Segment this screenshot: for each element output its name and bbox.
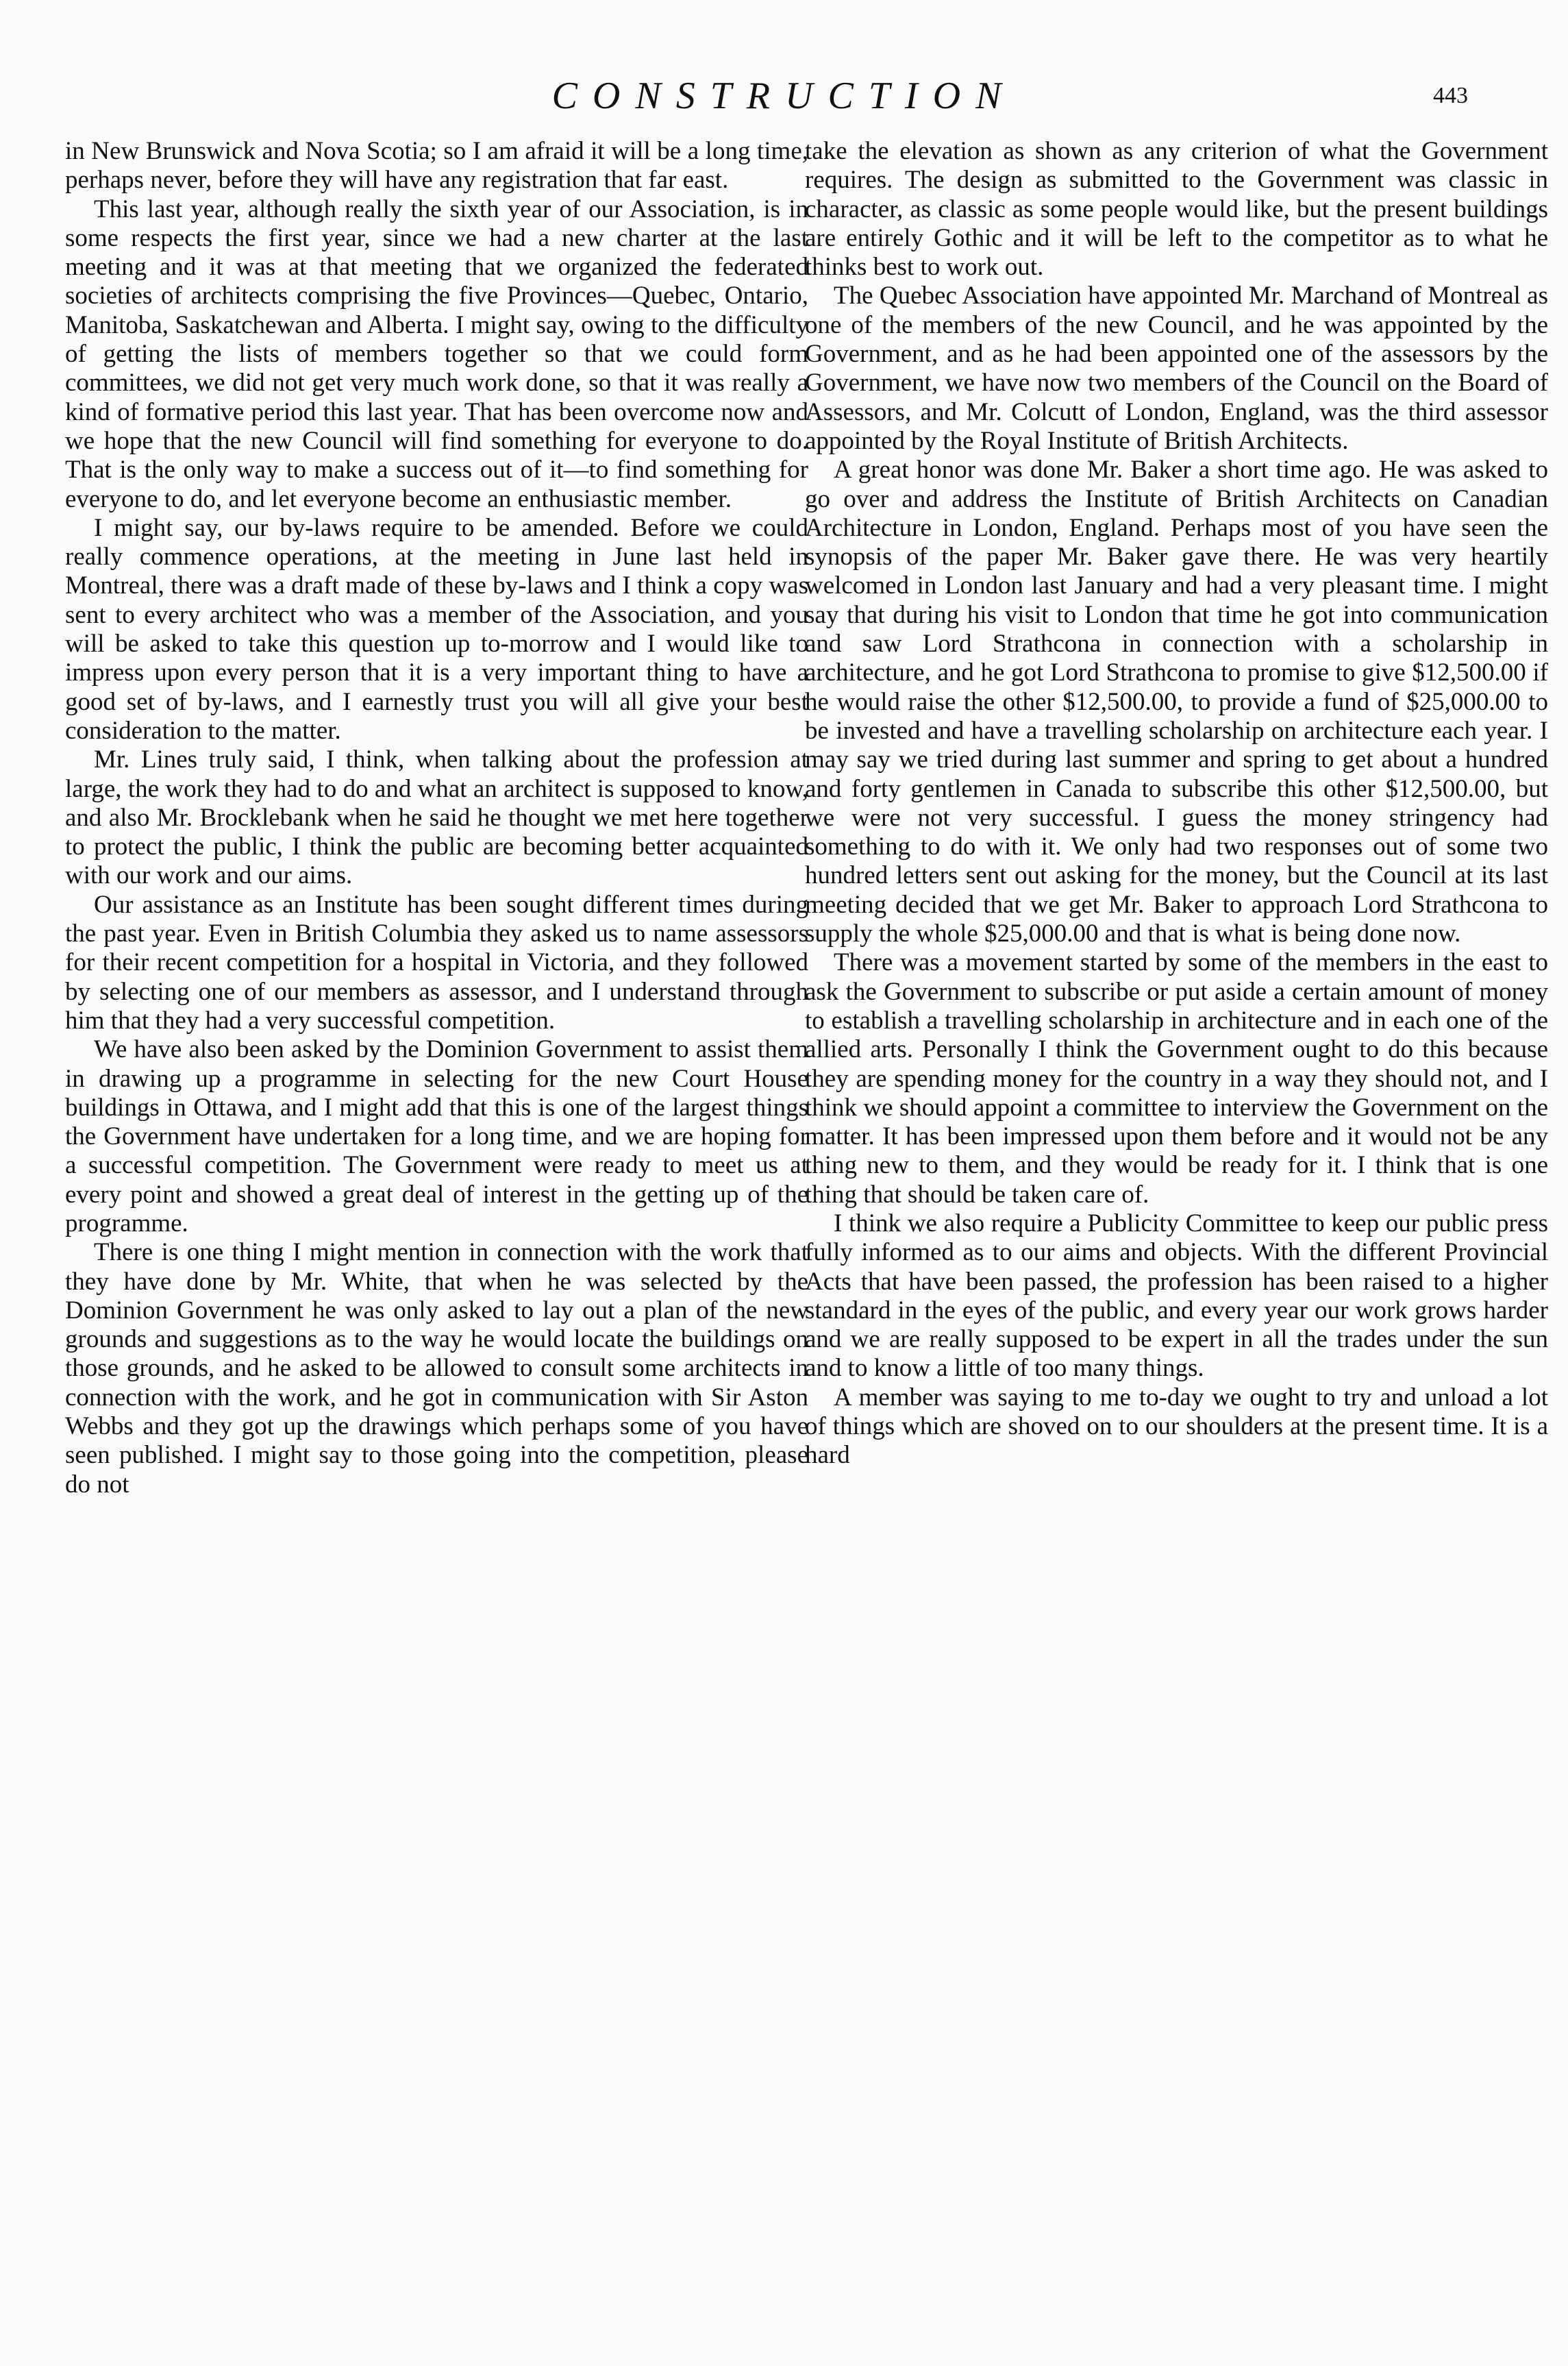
paragraph: I might say, our by-laws require to be amended. Before we could really commence operations, at the meeting in June last held in Montreal, there was a draft made of these by-laws and I think a copy was sent to every architect who was a member of the Association, and you will be asked to take this question up to-morrow and I would like to impress upon every person that it is a very important thing to have a good set of by-laws, and I earnestly trust you will all give your best consideration to the matter. [65, 513, 808, 745]
running-head [0, 74, 1568, 136]
paragraph: There is one thing I might mention in connection with the work that they have done by Mr. White, that when he was selected by the Dominion Government he was only asked to lay out a plan of the new grounds and suggestions as to the way he would locate the buildings on those grounds, and he asked to be allowed to consult some architects in connection with the work, and he got in communication with Sir Aston Webbs and they got up the drawings which perhaps some of you have seen published. I might say to those going into the competition, please do not [65, 1238, 808, 1499]
left-column [65, 137, 808, 2316]
paragraph: Our assistance as an Institute has been sought different times during the past year. Even in British Columbia they asked us to name assessors for their recent competition for a hospital in Victoria, and they followed by selecting one of our members as assessor, and I understand through him that they had a very successful competition. [65, 890, 808, 1035]
paragraph: I think we also require a Publicity Committee to keep our public press fully informed as to our aims and objects. With the different Provincial Acts that have been passed, the profession has been raised to a higher standard in the eyes of the public, and every year our work grows harder and we are really supposed to be expert in all the trades under the sun and to know a little of too many things. [805, 1209, 1548, 1383]
paragraph: take the elevation as shown as any criterion of what the Government requires. The design as submitted to the Government was classic in character, as classic as some people would like, but the present buildings are entirely Gothic and it will be left to the competitor as to what he thinks best to work out. [805, 137, 1548, 282]
paragraph: Mr. Lines truly said, I think, when talking about the profession at large, the work they had to do and what an architect is supposed to know, and also Mr. Brocklebank when he said he thought we met here together to protect the public, I think the public are becoming better acquainted with our work and our aims. [65, 745, 808, 890]
journal-title: CONSTRUCTION [551, 75, 1017, 117]
paragraph: We have also been asked by the Dominion Government to assist them in drawing up a programme in selecting for the new Court House buildings in Ottawa, and I might add that this is one of the largest things the Government have undertaken for a long time, and we are hoping for a successful competition. The Government were ready to meet us at every point and showed a great deal of interest in the getting up of the programme. [65, 1035, 808, 1237]
paragraph: in New Brunswick and Nova Scotia; so I am afraid it will be a long time, perhaps never, before they will have any registration that far east. [65, 137, 808, 195]
paragraph: A great honor was done Mr. Baker a short time ago. He was asked to go over and address the Institute of British Architects on Canadian Architecture in London, England. Perhaps most of you have seen the synopsis of the paper Mr. Baker gave there. He was very heartily welcomed in London last January and had a very pleasant time. I might say that during his visit to London that time he got into communication and saw Lord Strathcona in connection with a scholarship in architecture, and he got Lord Strathcona to promise to give $12,500.00 if he would raise the other $12,500.00, to provide a fund of $25,000.00 to be invested and have a travelling scholarship on architecture each year. I may say we tried during last summer and spring to get about a hundred and forty gentlemen in Canada to subscribe this other $12,500.00, but we were not very successful. I guess the money stringency had something to do with it. We only had two responses out of some two hundred letters sent out asking for the money, but the Council at its last meeting decided that we get Mr. Baker to approach Lord Strathcona to supply the whole $25,000.00 and that is what is being done now. [805, 456, 1548, 948]
page-number: 443 [1433, 83, 1468, 108]
paragraph: There was a movement started by some of the members in the east to ask the Government to subscribe or put aside a certain amount of money to establish a travelling scholarship in architecture and in each one of the allied arts. Personally I think the Government ought to do this because they are spending money for the country in a way they should not, and I think we should appoint a committee to interview the Government on the matter. It has been impressed upon them before and it would not be any thing new to them, and they would be ready for it. I think that is one thing that should be taken care of. [805, 948, 1548, 1209]
right-column [805, 137, 1548, 2316]
paragraph: The Quebec Association have appointed Mr. Marchand of Montreal as one of the members of the new Council, and he was appointed by the Government, and as he had been appointed one of the assessors by the Government, we have now two members of the Council on the Board of Assessors, and Mr. Colcutt of London, England, was the third assessor appointed by the Royal Institute of British Architects. [805, 282, 1548, 455]
paragraph: A member was saying to me to-day we ought to try and unload a lot of things which are shoved on to our shoulders at the present time. It is a hard [805, 1383, 1548, 1470]
paragraph: This last year, although really the sixth year of our Association, is in some respects the first year, since we had a new charter at the last meeting and it was at that meeting that we organized the federated societies of architects comprising the five Provinces—Quebec, Ontario, Manitoba, Saskatchewan and Alberta. I might say, owing to the difficulty of getting the lists of members together so that we could form committees, we did not get very much work done, so that it was really a kind of formative period this last year. That has been overcome now and we hope that the new Council will find something for everyone to do. That is the only way to make a success out of it—to find something for everyone to do, and let everyone become an enthusiastic member. [65, 195, 808, 513]
